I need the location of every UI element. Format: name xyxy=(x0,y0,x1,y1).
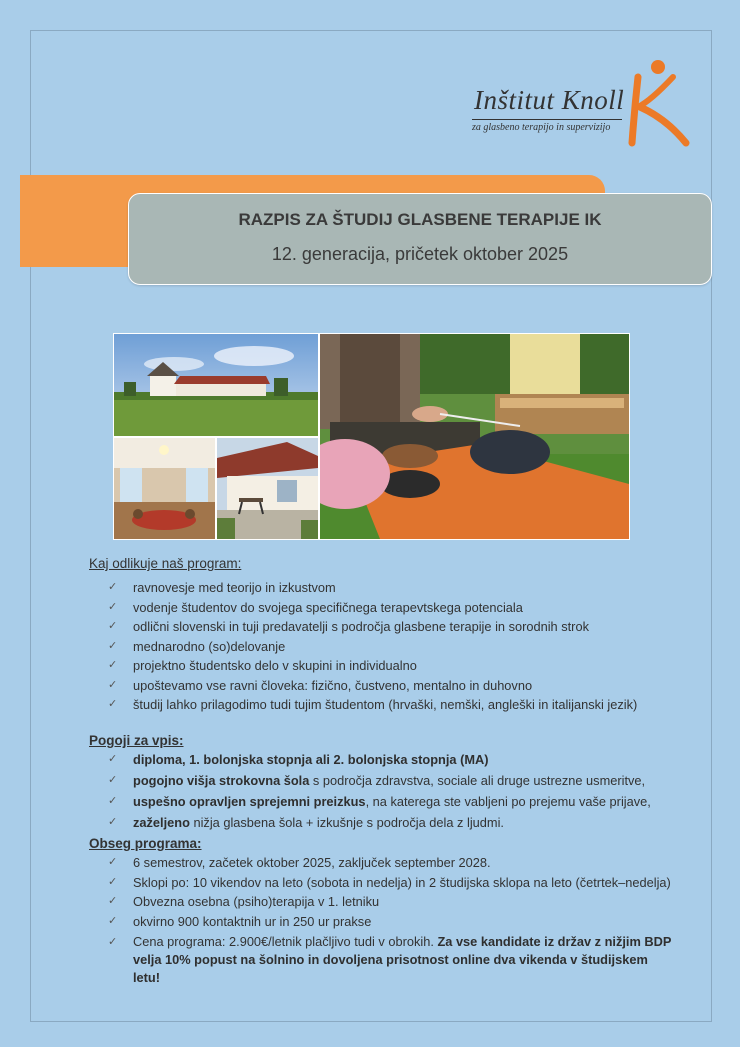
list-item: ✓ okvirno 900 kontaktnih ur in 250 ur prakse xyxy=(108,913,372,929)
list-item: ✓ mednarodno (so)delovanje xyxy=(108,638,286,654)
section-title-program: Kaj odlikuje naš program: xyxy=(89,556,242,571)
page-subtitle: 12. generacija, pričetek oktober 2025 xyxy=(271,244,569,264)
list-item: ✓ Sklopi po: 10 vikendov na leto (sobota in nedelja) in 2 študijska sklopa na leto (četrtek–nedelja) xyxy=(108,874,671,890)
checkmark-icon: ✓ xyxy=(108,936,118,948)
list-item: ✓ projektno študentsko delo v skupini in individualno xyxy=(108,658,417,673)
photo-music-session xyxy=(319,333,630,540)
list-item: ✓ Obvezna osebna (psiho)terapija v 1. letniku xyxy=(108,894,380,909)
checkmark-icon: ✓ xyxy=(108,620,118,632)
list-item: ✓ študij lahko prilagodimo tudi tujim študentom (hrvaški, nemški, angleški in italijanski jezik) xyxy=(108,697,638,712)
checkmark-icon: ✓ xyxy=(108,659,118,671)
logo-tagline: za glasbeno terapijo in supervizijo xyxy=(472,122,611,133)
list-program-features xyxy=(108,580,637,717)
list-item: ✓ ravnovesje med teorijo in izkustvom xyxy=(108,580,336,595)
checkmark-icon: ✓ xyxy=(108,914,118,927)
photo-interior-room xyxy=(113,437,216,540)
checkmark-icon: ✓ xyxy=(108,895,118,907)
checkmark-icon: ✓ xyxy=(108,639,118,652)
checkmark-icon: ✓ xyxy=(108,698,118,710)
page-title: RAZPIS ZA ŠTUDIJ GLASBENE TERAPIJE IK xyxy=(238,210,602,229)
checkmark-icon: ✓ xyxy=(108,816,118,828)
list-item: ✓ odlični slovenski in tuji predavatelji s področja glasbene terapije in sorodnih strok xyxy=(108,619,589,634)
institute-logo xyxy=(470,55,700,155)
list-requirements xyxy=(108,752,651,836)
title-box xyxy=(128,193,712,285)
logo-k-mark-icon xyxy=(618,55,698,150)
checkmark-icon: ✓ xyxy=(108,774,118,786)
photo-house-exterior xyxy=(113,333,319,437)
photo-terrace xyxy=(216,437,319,540)
list-item: ✓ uspešno opravljen sprejemni preizkus, na katerega ste vabljeni po prejemu vaše prijave, xyxy=(108,794,651,809)
list-item: ✓ upoštevamo vse ravni človeka: fizično, čustveno, mentalno in duhovno xyxy=(108,677,533,693)
checkmark-icon: ✓ xyxy=(108,795,118,807)
list-scope xyxy=(108,855,678,987)
checkmark-icon: ✓ xyxy=(108,581,118,593)
checkmark-icon: ✓ xyxy=(108,753,118,765)
list-item: ✓ vodenje študentov do svojega specifičnega terapevtskega potenciala xyxy=(108,599,523,615)
list-item: ✓ 6 semestrov, začetek oktober 2025, zaključek september 2028. xyxy=(108,855,491,870)
checkmark-icon: ✓ xyxy=(108,856,118,868)
logo-name: Inštitut Knoll xyxy=(474,85,625,115)
list-item: ✓ diploma, 1. bolonjska stopnja ali 2. bolonjska stopnja (MA) xyxy=(108,752,489,767)
list-item-price: ✓ Cena programa: 2.900€/letnik plačljivo tudi v obrokih. Za vse kandidate iz držav z nižjim BDP velja 10% popust na šolnino in dovoljena prisotnost online dva vikenda v študijskem letu! xyxy=(108,934,672,985)
checkmark-icon: ✓ xyxy=(108,875,118,888)
logo-underline xyxy=(472,119,622,120)
checkmark-icon: ✓ xyxy=(108,600,118,613)
section-title-requirements: Pogoji za vpis: xyxy=(89,733,184,748)
list-item: ✓ zaželjeno nižja glasbena šola + izkušnje s področja dela z ljudmi. xyxy=(108,815,504,830)
section-title-scope: Obseg programa: xyxy=(89,836,202,851)
checkmark-icon: ✓ xyxy=(108,678,118,691)
list-item: ✓ pogojno višja strokovna šola s področja zdravstva, sociale ali druge ustrezne usmeritve, xyxy=(108,773,646,788)
